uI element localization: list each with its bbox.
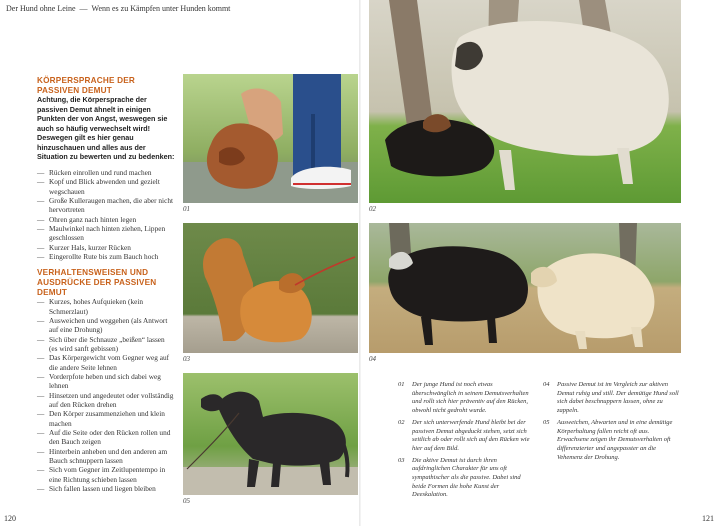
section-heading-1: KÖRPERSPRACHE DER PASSIVEN DEMUT bbox=[37, 76, 136, 95]
caption-number: 03 bbox=[398, 456, 405, 464]
caption-number: 01 bbox=[398, 381, 405, 388]
list-item: — Hinsetzen und angedeutet oder vollständig auf den Rücken drehen bbox=[37, 391, 175, 410]
caption-column-right bbox=[543, 381, 681, 465]
caption-number: 02 bbox=[398, 418, 405, 426]
list-item: — Kurzes, hohes Aufquieken (kein Schmerzlaut) bbox=[37, 297, 175, 316]
list-item: — Den Körper zusammenziehen und klein machen bbox=[37, 409, 175, 428]
list-item: — Ohren ganz nach hinten legen bbox=[37, 215, 175, 224]
caption-number: 05 bbox=[543, 418, 550, 426]
caption-number: 04 bbox=[543, 381, 550, 388]
caption-text: Passive Demut ist im Vergleich zur aktiven Demut ruhig und still. Der demütige Hund soll sich dabei beschnuppern lassen, ohne zu zappeln. bbox=[557, 381, 679, 415]
list-item: — Das Körpergewicht vom Gegner weg auf die andere Seite lehnen bbox=[37, 353, 175, 372]
list-item: — Sich vom Gegner im Zeitlupentempo in eine Richtung schieben lassen bbox=[37, 465, 175, 484]
list-item: — Große Kulleraugen machen, die aber nicht hervortreten bbox=[37, 196, 175, 215]
caption-04 bbox=[543, 381, 681, 416]
behavior-list bbox=[37, 297, 175, 493]
list-item: — Ausweichen und weggehen (als Antwort auf eine Drohung) bbox=[37, 316, 175, 335]
header-title: Der Hund ohne Leine bbox=[6, 4, 76, 13]
header-subtitle: Wenn es zu Kämpfen unter Hunden kommt bbox=[91, 4, 231, 13]
caption-05 bbox=[543, 419, 681, 463]
intro-paragraph: Achtung, die Körpersprache der passiven Demut ähnelt in einigen Punkten der von Angst, weswegen sie auch so häufig verwechselt wird! Deswegen gilt es hier genau hinzuschauen und alles aus der Situation zu bewerten und zu bedenken: bbox=[37, 95, 175, 162]
caption-text: Die aktive Demut ist durch ihren aufdringlichen Charakter für uns oft sympathischer als die passive. Dabei sind beide Formen die hohe Kunst der Deeskalation. bbox=[412, 456, 521, 499]
list-item: — Vorderpfote heben und sich dabei weg lehnen bbox=[37, 372, 175, 391]
list-item: — Maulwinkel nach hinten ziehen, Lippen geschlossen bbox=[37, 224, 175, 243]
photo-black-and-white-dogs bbox=[369, 223, 681, 353]
caption-03 bbox=[398, 457, 536, 501]
caption-02 bbox=[398, 419, 536, 454]
header-dash: — bbox=[79, 4, 88, 13]
running-header bbox=[6, 4, 230, 13]
list-item: — Sich fallen lassen und liegen bleiben bbox=[37, 484, 175, 493]
photo-large-black-dog bbox=[183, 373, 358, 495]
list-item: — Sich über die Schnauze „beißen“ lassen (es wird sanft gebissen) bbox=[37, 335, 175, 354]
body-text-column bbox=[37, 76, 175, 493]
photo-golden-retrievers bbox=[183, 223, 358, 353]
caption-text: Der sich unterwerfende Hund bleibt bei der passiven Demut abgeduckt stehen, setzt sich seitlich ab oder rollt sich auf den Rücken wie hier auf dem Bild. bbox=[412, 418, 530, 452]
photo-puppy-rolling bbox=[183, 74, 358, 203]
list-item: — Rücken einrollen und rund machen bbox=[37, 168, 175, 177]
caption-01 bbox=[398, 381, 536, 416]
photo-number-01: 01 bbox=[183, 205, 190, 213]
caption-column-left bbox=[398, 381, 536, 503]
list-item: — Kurzer Hals, kurzer Rücken bbox=[37, 243, 175, 252]
list-item: — Eingerollte Rute bis zum Bauch hoch bbox=[37, 252, 175, 261]
caption-text: Ausweichen, Abwarten und in eine demütige Körperhaltung fallen reicht oft aus. Erwachsene zeigen ihr Demutsverhalten oft differenzierter und angepasster an die Vehemenz der Drohung. bbox=[557, 418, 673, 461]
body-language-list bbox=[37, 168, 175, 261]
list-item: — Hinterbein anheben und den anderen am Bauch schnuppern lassen bbox=[37, 447, 175, 466]
photo-dogs-rolling-grass bbox=[369, 0, 681, 203]
page-number-left: 120 bbox=[4, 514, 16, 523]
list-item: — Auf die Seite oder den Rücken rollen und den Bauch zeigen bbox=[37, 428, 175, 447]
page-gutter bbox=[359, 0, 361, 526]
page-number-right: 121 bbox=[702, 514, 714, 523]
photo-number-05: 05 bbox=[183, 497, 190, 505]
photo-number-03: 03 bbox=[183, 355, 190, 363]
photo-number-04: 04 bbox=[369, 355, 376, 363]
section-heading-2: VERHALTENSWEISEN UND AUSDRÜCKE DER PASSIVEN DEMUT bbox=[37, 268, 157, 297]
list-item: — Kopf und Blick abwenden und gezielt wegschauen bbox=[37, 177, 175, 196]
photo-number-02: 02 bbox=[369, 205, 376, 213]
caption-text: Der junge Hund ist noch etwas überschwänglich in seinem Demutsverhalten und rollt sich hier präventiv auf den Rücken, obwohl nicht gedroht wurde. bbox=[412, 381, 529, 415]
